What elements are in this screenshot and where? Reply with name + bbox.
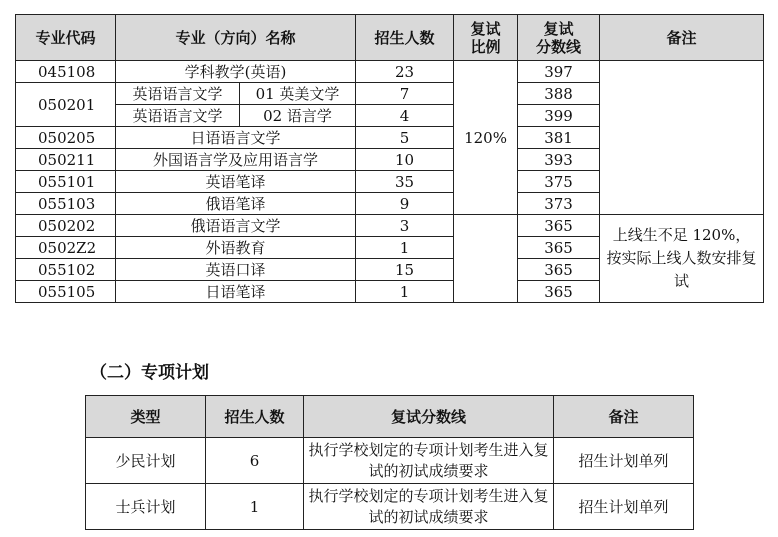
cell-code: 0502Z2 [16, 237, 116, 259]
header-score: 复试分数线 [304, 396, 554, 438]
header-enroll: 招生人数 [356, 15, 454, 61]
cell-code: 050202 [16, 215, 116, 237]
cell-name: 外国语言学及应用语言学 [116, 149, 356, 171]
cell-score: 365 [518, 259, 600, 281]
cell-note: 上线生不足 120%，按实际上线人数安排复试 [600, 215, 764, 303]
cell-code: 050205 [16, 127, 116, 149]
section-title: （二）专项计划 [90, 363, 209, 383]
special-plan-table [85, 395, 694, 530]
cell-name: 日语语言文学 [116, 127, 356, 149]
cell-enroll: 5 [356, 127, 454, 149]
cell-code: 055103 [16, 193, 116, 215]
cell-score: 365 [518, 237, 600, 259]
cell-ratio: 120% [454, 61, 518, 215]
cell-enroll: 9 [356, 193, 454, 215]
cell-name: 俄语语言文学 [116, 215, 356, 237]
cell-score: 373 [518, 193, 600, 215]
header-note: 备注 [554, 396, 694, 438]
cell-score: 执行学校划定的专项计划考生进入复试的初试成绩要求 [304, 438, 554, 484]
cell-name: 英语笔译 [116, 171, 356, 193]
cell-enroll: 6 [206, 438, 304, 484]
header-score: 复试 分数线 [518, 15, 600, 61]
cell-code: 045108 [16, 61, 116, 83]
table-header-row [16, 15, 764, 61]
cell-name: 英语语言文学 [116, 105, 240, 127]
cell-code: 055105 [16, 281, 116, 303]
cell-enroll: 15 [356, 259, 454, 281]
cell-score: 388 [518, 83, 600, 105]
table-header-row [86, 396, 694, 438]
cell-enroll: 1 [206, 484, 304, 530]
cell-name: 英语语言文学 [116, 83, 240, 105]
header-note: 备注 [600, 15, 764, 61]
header-name: 专业（方向）名称 [116, 15, 356, 61]
cell-enroll: 23 [356, 61, 454, 83]
cell-name: 英语口译 [116, 259, 356, 281]
cell-score: 365 [518, 281, 600, 303]
cell-enroll: 1 [356, 281, 454, 303]
table-row [86, 484, 694, 530]
cell-score: 365 [518, 215, 600, 237]
cell-note-empty [600, 61, 764, 215]
cell-code: 055101 [16, 171, 116, 193]
cell-enroll: 10 [356, 149, 454, 171]
cell-direction: 02 语言学 [240, 105, 356, 127]
cell-score: 399 [518, 105, 600, 127]
cell-code: 050211 [16, 149, 116, 171]
cell-score: 执行学校划定的专项计划考生进入复试的初试成绩要求 [304, 484, 554, 530]
cell-code: 055102 [16, 259, 116, 281]
cell-code: 050201 [16, 83, 116, 127]
cell-name: 日语笔译 [116, 281, 356, 303]
table-row [16, 215, 764, 237]
header-enroll: 招生人数 [206, 396, 304, 438]
cell-note: 招生计划单列 [554, 484, 694, 530]
cell-enroll: 3 [356, 215, 454, 237]
cell-score: 381 [518, 127, 600, 149]
cell-name: 外语教育 [116, 237, 356, 259]
cell-type: 士兵计划 [86, 484, 206, 530]
cell-direction: 01 英美文学 [240, 83, 356, 105]
cell-score: 393 [518, 149, 600, 171]
cell-type: 少民计划 [86, 438, 206, 484]
table-row [16, 61, 764, 83]
cell-enroll: 1 [356, 237, 454, 259]
cell-enroll: 4 [356, 105, 454, 127]
cell-note: 招生计划单列 [554, 438, 694, 484]
cell-score: 375 [518, 171, 600, 193]
header-ratio: 复试 比例 [454, 15, 518, 61]
table-row [86, 438, 694, 484]
cell-ratio-empty [454, 215, 518, 303]
admission-table [15, 14, 764, 303]
cell-enroll: 35 [356, 171, 454, 193]
cell-name: 学科教学(英语) [116, 61, 356, 83]
cell-score: 397 [518, 61, 600, 83]
header-code: 专业代码 [16, 15, 116, 61]
cell-name: 俄语笔译 [116, 193, 356, 215]
header-type: 类型 [86, 396, 206, 438]
cell-enroll: 7 [356, 83, 454, 105]
